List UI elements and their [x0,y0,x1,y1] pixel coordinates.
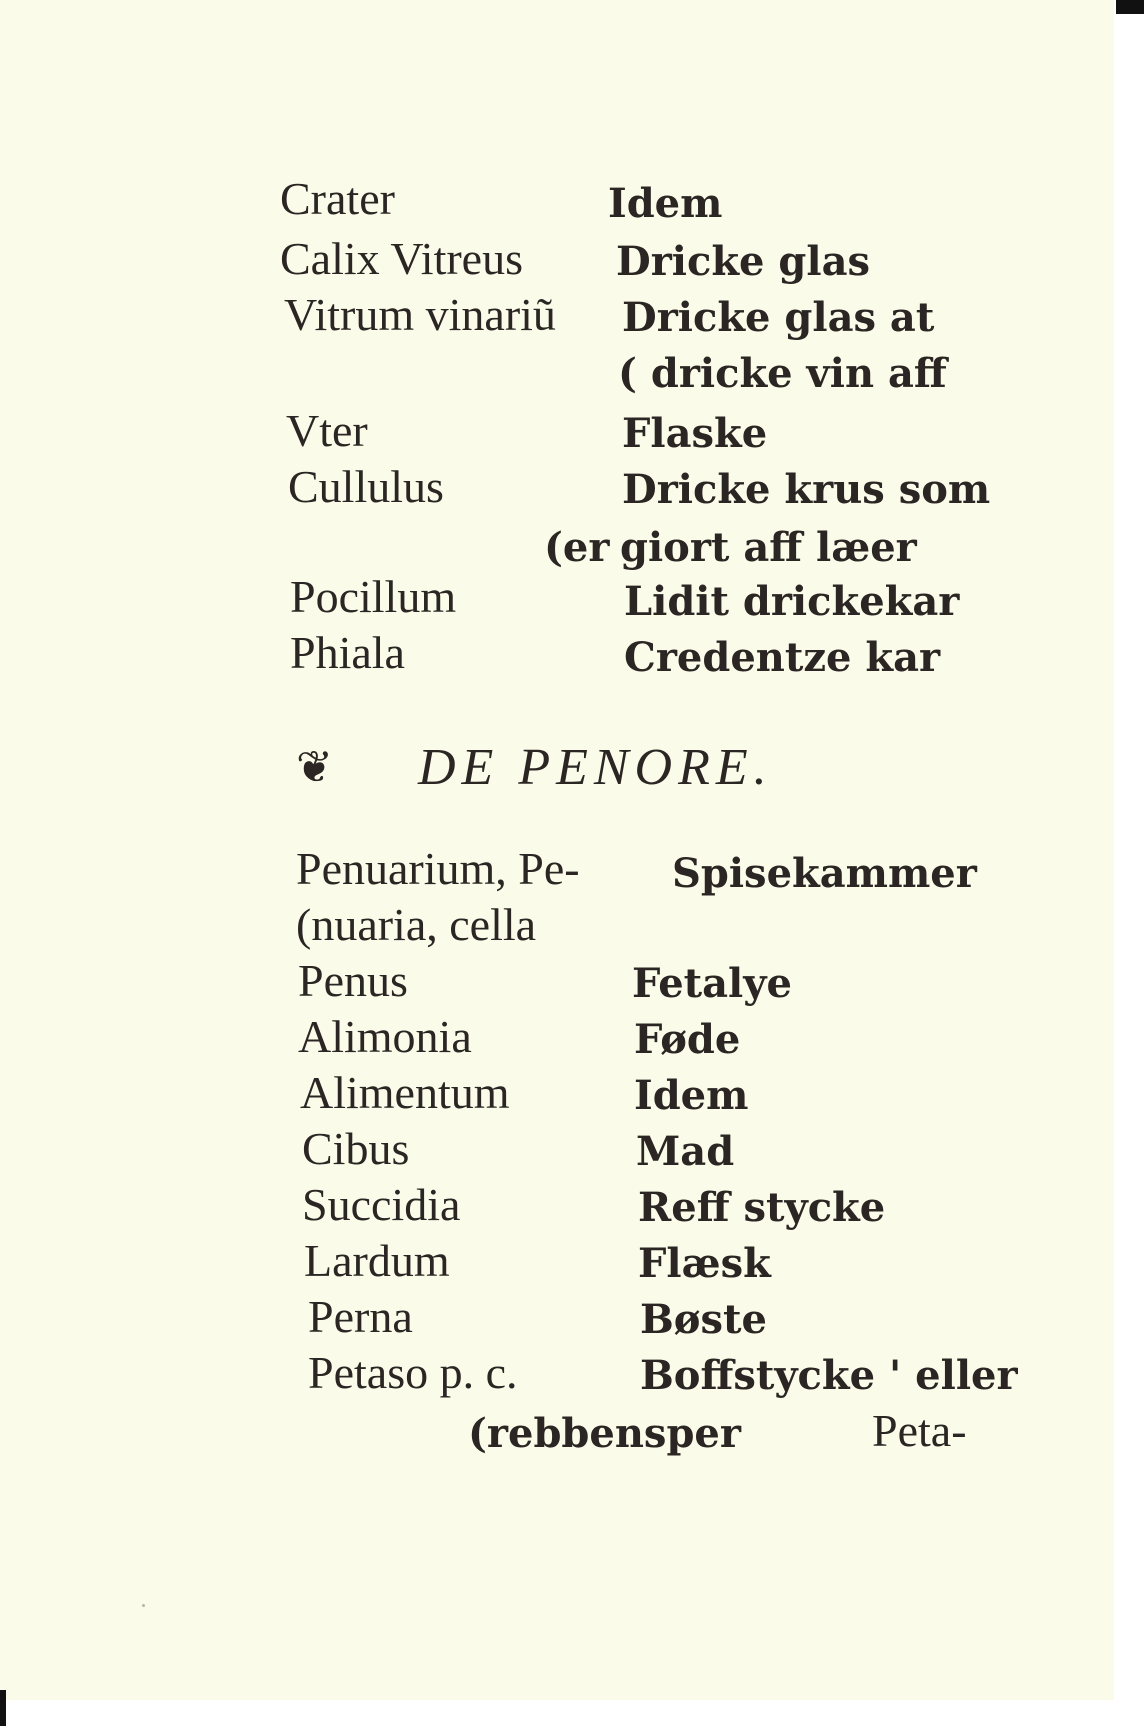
section-heading: DE PENORE. [418,739,773,796]
latin-term: Pocillum [290,571,457,622]
latin-term: Crater [280,173,395,224]
vernacular-term: Lidit drickekar [624,578,960,625]
latin-term: Penuarium, Pe- [296,843,580,894]
vernacular-term: Dricke glas at [622,294,935,341]
latin-term: Alimonia [298,1011,472,1062]
vernacular-term: Dricke glas [616,238,871,285]
latin-term: Cibus [302,1123,410,1174]
latin-term: Vitrum vinariũ [284,289,556,340]
vernacular-term: giort aff læer [620,524,917,571]
vernacular-term: Bøste [640,1296,767,1343]
latin-term: Phiala [290,627,405,678]
vernacular-term: Idem [608,180,723,227]
vernacular-term: Mad [636,1128,735,1175]
latin-term: Succidia [302,1179,461,1230]
vernacular-term: Dricke krus som [622,466,991,513]
vernacular-term: Fetalye [632,960,792,1007]
vernacular-term: Spisekammer [672,850,977,897]
continuation-mark: (er [544,524,610,571]
latin-term: Penus [298,955,408,1006]
catchword: Peta- [872,1405,967,1456]
latin-term: Perna [308,1291,413,1342]
scan-edge-mark [0,1690,6,1726]
latin-term: Alimentum [300,1067,510,1118]
scan-edge-mark [1116,0,1144,14]
latin-term: (nuaria, cella [296,899,537,950]
vernacular-term: Idem [634,1072,749,1119]
latin-term: Lardum [304,1235,450,1286]
vernacular-term: Flaske [622,410,768,457]
paper-speck [142,1604,145,1607]
vernacular-term: Reff stycke [638,1184,886,1231]
vernacular-term: Credentze kar [624,634,941,681]
vernacular-term: Føde [634,1016,741,1063]
vernacular-term: Flæsk [638,1240,771,1287]
vernacular-term: ( dricke vin aff [618,350,947,397]
latin-term: Petaso p. c. [308,1347,518,1398]
continuation-line: (rebbensper [468,1410,741,1457]
latin-term: Cullulus [288,461,444,512]
latin-term: Vter [286,405,368,456]
scan-margin [1114,0,1144,1726]
fleuron-ornament-icon: ❦ [296,742,333,793]
vernacular-term: Boffstycke ' eller [640,1352,1018,1399]
latin-term: Calix Vitreus [280,233,523,284]
